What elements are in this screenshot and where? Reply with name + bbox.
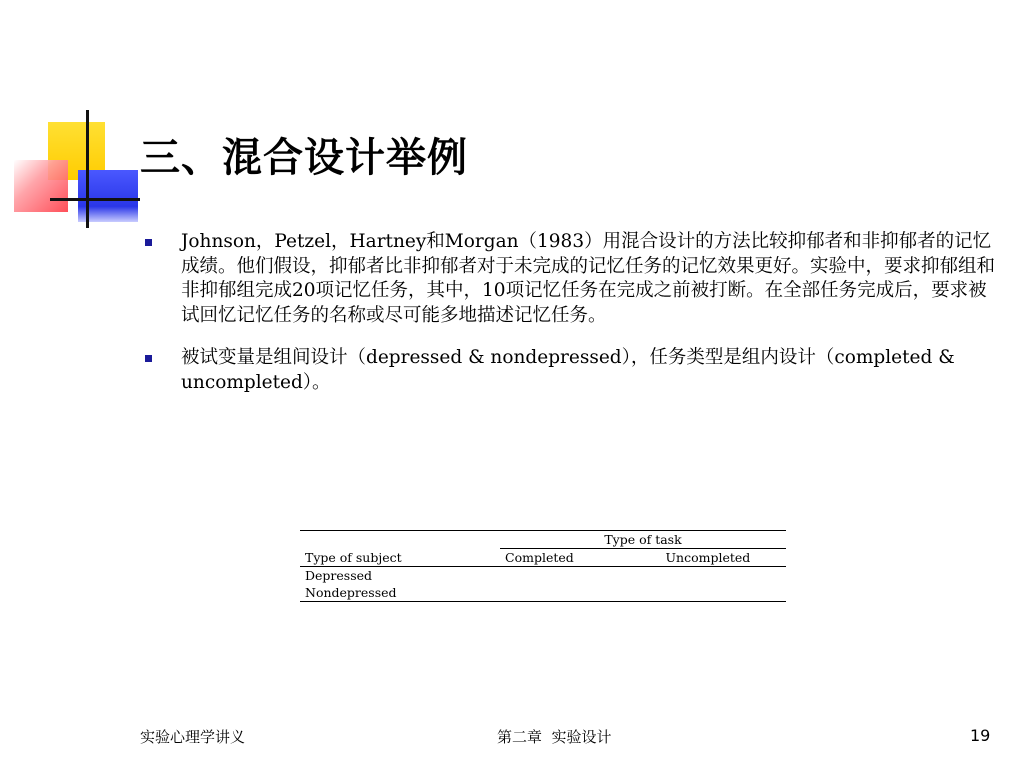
bullet-list: [145, 230, 995, 413]
design-table: [300, 530, 786, 602]
table-col-header: Uncompleted: [630, 549, 786, 567]
square-bullet-icon: [145, 355, 152, 362]
decor-horizontal-line: [50, 198, 140, 201]
bullet-item: [145, 346, 995, 395]
square-bullet-icon: [145, 239, 152, 246]
bullet-text: 被试变量是组间设计（depressed & nondepressed），任务类型是组内设计（completed & uncompleted）。: [181, 347, 955, 393]
bullet-item: [145, 230, 995, 328]
table-group-header: Type of task: [500, 531, 786, 549]
table-row-label: Nondepressed: [300, 584, 500, 602]
table-row-header: Type of subject: [300, 549, 500, 567]
table-row-label: Depressed: [305, 568, 373, 583]
decor-vertical-line: [86, 110, 89, 228]
footer-chapter: 第二章 实验设计: [497, 728, 612, 746]
bullet-text: Johnson，Petzel，Hartney和Morgan（1983）用混合设计的方法比较抑郁者和非抑郁者的记忆成绩。他们假设，抑郁者比非抑郁者对于未完成的记忆任务的记忆效果更好。实验中，要求抑郁组和非抑郁组完成20项记忆任务，其中，10项记忆任务在完成之前被打断。在全部任务完成后，要求被试回忆记忆任务的名称或尽可能多地描述记忆任务。: [181, 231, 996, 326]
table-col-header: Completed: [500, 549, 630, 567]
slide-title: 三、混合设计举例: [140, 135, 468, 181]
decor-red-square: [14, 160, 68, 212]
footer-course-title: 实验心理学讲义: [140, 728, 246, 746]
page-number: 19: [970, 726, 991, 745]
